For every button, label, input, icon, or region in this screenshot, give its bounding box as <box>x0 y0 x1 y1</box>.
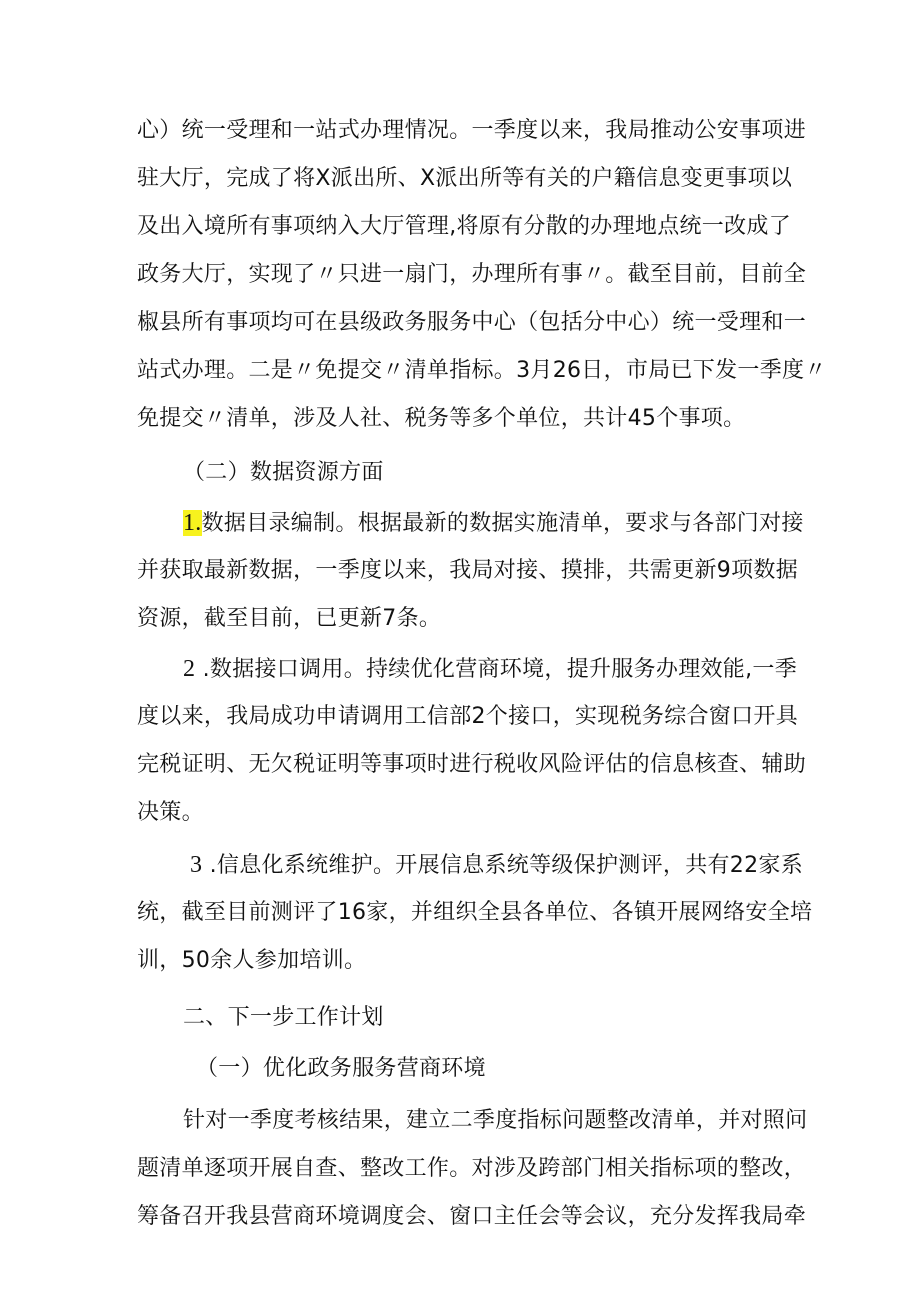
paragraph-line: 站式办理。二是〃免提交〃清单指标。3月26日，市局已下发一季度〃 <box>137 358 827 383</box>
list-item-3-line <box>190 850 803 881</box>
item-text: .数据接口调用。持续优化营商环境，提升服务办理效能,一季 <box>195 657 797 682</box>
paragraph-line: 驻大厅，完成了将X派出所、X派出所等有关的户籍信息变更事项以 <box>137 166 793 191</box>
paragraph-line: 针对一季度考核结果，建立二季度指标问题整改清单，并对照问 <box>183 1108 808 1133</box>
item-number-2: 2 <box>183 656 196 682</box>
paragraph-line: 免提交〃清单，涉及人社、税务等多个单位，共计45个事项。 <box>137 406 746 431</box>
list-item-1-line <box>183 508 804 539</box>
paragraph-line: 及出入境所有事项纳入大厅管理,将原有分散的办理地点统一改成了 <box>137 214 791 239</box>
paragraph-line: 统，截至目前测评了16家，并组织全县各单位、各镇开展网络安全培 <box>137 900 813 925</box>
paragraph-line: 资源，截至目前，已更新7条。 <box>137 606 442 631</box>
item-text: .信息化系统维护。开展信息系统等级保护测评，共有22家系 <box>202 853 803 878</box>
item-number-1-highlighted: 1. <box>183 510 202 536</box>
item-text: 数据目录编制。根据最新的数据实施清单，要求与各部门对接 <box>201 511 804 536</box>
paragraph-line: 训，50余人参加培训。 <box>137 948 367 973</box>
section-heading-next-plan: 二、下一步工作计划 <box>183 1005 384 1030</box>
paragraph-line: 筹备召开我县营商环境调度会、窗口主任会等会议，充分发挥我局牵 <box>137 1204 807 1229</box>
paragraph-line: 心）统一受理和一站式办理情况。一季度以来，我局推动公安事项进 <box>137 118 807 143</box>
section-heading-data-resources: （二）数据资源方面 <box>183 460 384 485</box>
subsection-heading-optimize: （一）优化政务服务营商环境 <box>196 1056 486 1081</box>
paragraph-line: 并获取最新数据，一季度以来，我局对接、摸排，共需更新9项数据 <box>137 558 798 583</box>
paragraph-line: 椒县所有事项均可在县级政务服务中心（包括分中心）统一受理和一 <box>137 310 807 335</box>
paragraph-line: 政务大厅，实现了〃只进一扇门，办理所有事〃。截至目前，目前全 <box>137 262 807 287</box>
paragraph-line: 题清单逐项开展自查、整改工作。对涉及跨部门相关指标项的整改， <box>137 1156 807 1181</box>
item-number-3: 3 <box>190 852 203 878</box>
list-item-2-line <box>183 654 797 685</box>
paragraph-line: 决策。 <box>137 800 204 825</box>
paragraph-line: 度以来，我局成功申请调用工信部2个接口，实现税务综合窗口开具 <box>137 704 798 729</box>
paragraph-line: 完税证明、无欠税证明等事项时进行税收风险评估的信息核查、辅助 <box>137 752 807 777</box>
